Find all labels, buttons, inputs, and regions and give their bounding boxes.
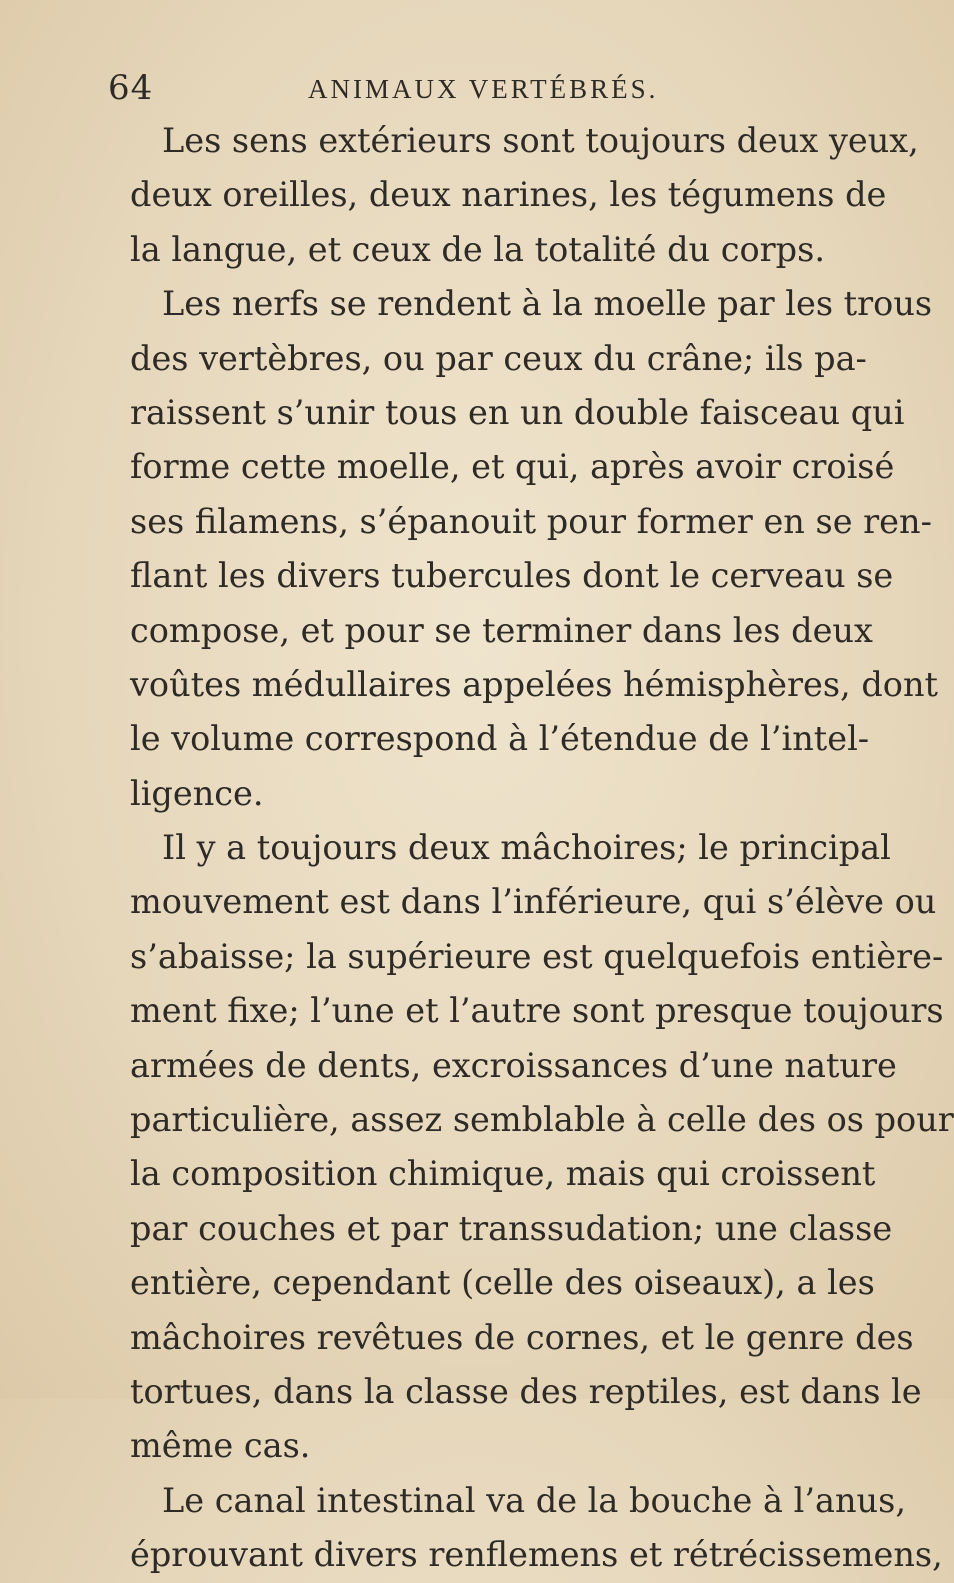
text-line: s’abaisse; la supérieure est quelquefois entière-: [130, 936, 944, 976]
text-line: par couches et par transsudation; une classe: [130, 1208, 893, 1248]
text-line: armées de dents, excroissances d’une nature: [130, 1045, 897, 1085]
text-line: tortues, dans la classe des reptiles, est dans le: [130, 1371, 922, 1411]
text-line: forme cette moelle, et qui, après avoir croisé: [130, 447, 895, 487]
text-line: mouvement est dans l’inférieure, qui s’élève ou: [130, 882, 937, 922]
text-line: Le canal intestinal va de la bouche à l’anus,: [162, 1480, 906, 1520]
text-line: des vertèbres, ou par ceux du crâne; ils pa-: [130, 338, 867, 378]
text-line: ses filamens, s’épanouit pour former en se ren-: [130, 501, 932, 541]
text-line: raissent s’unir tous en un double faisceau qui: [130, 392, 905, 432]
text-line: ment fixe; l’une et l’autre sont presque toujours: [130, 991, 944, 1031]
text-line: ligence.: [130, 773, 264, 813]
running-title: ANIMAUX VERTÉBRÉS.: [308, 74, 659, 104]
page-header: [108, 68, 668, 112]
text-line: entière, cependant (celle des oiseaux), a les: [130, 1263, 875, 1303]
text-line: Les sens extérieurs sont toujours deux yeux,: [162, 121, 919, 160]
text-line: particulière, assez semblable à celle des os pour: [130, 1100, 954, 1140]
text-line: mâchoires revêtues de cornes, et le genre des: [130, 1317, 914, 1357]
text-line: Les nerfs se rendent à la moelle par les trous: [162, 284, 933, 324]
body-text: [130, 114, 954, 1583]
text-line: compose, et pour se terminer dans les deux: [130, 610, 873, 650]
text-line: deux oreilles, deux narines, les tégumens de: [130, 175, 887, 215]
text-line: la langue, et ceux de la totalité du corps.: [130, 229, 825, 269]
text-line: éprouvant divers renflemens et rétrécissemens,: [130, 1535, 943, 1575]
text-line: même cas.: [130, 1426, 311, 1466]
text-line: flant les divers tubercules dont le cerveau se: [130, 556, 894, 596]
page-number: 64: [108, 68, 154, 108]
text-line: voûtes médullaires appelées hémisphères, dont: [130, 664, 938, 704]
text-line: Il y a toujours deux mâchoires; le principal: [162, 828, 891, 868]
text-line: la composition chimique, mais qui croissent: [130, 1154, 876, 1194]
text-line: le volume correspond à l’étendue de l’intel-: [130, 719, 870, 759]
